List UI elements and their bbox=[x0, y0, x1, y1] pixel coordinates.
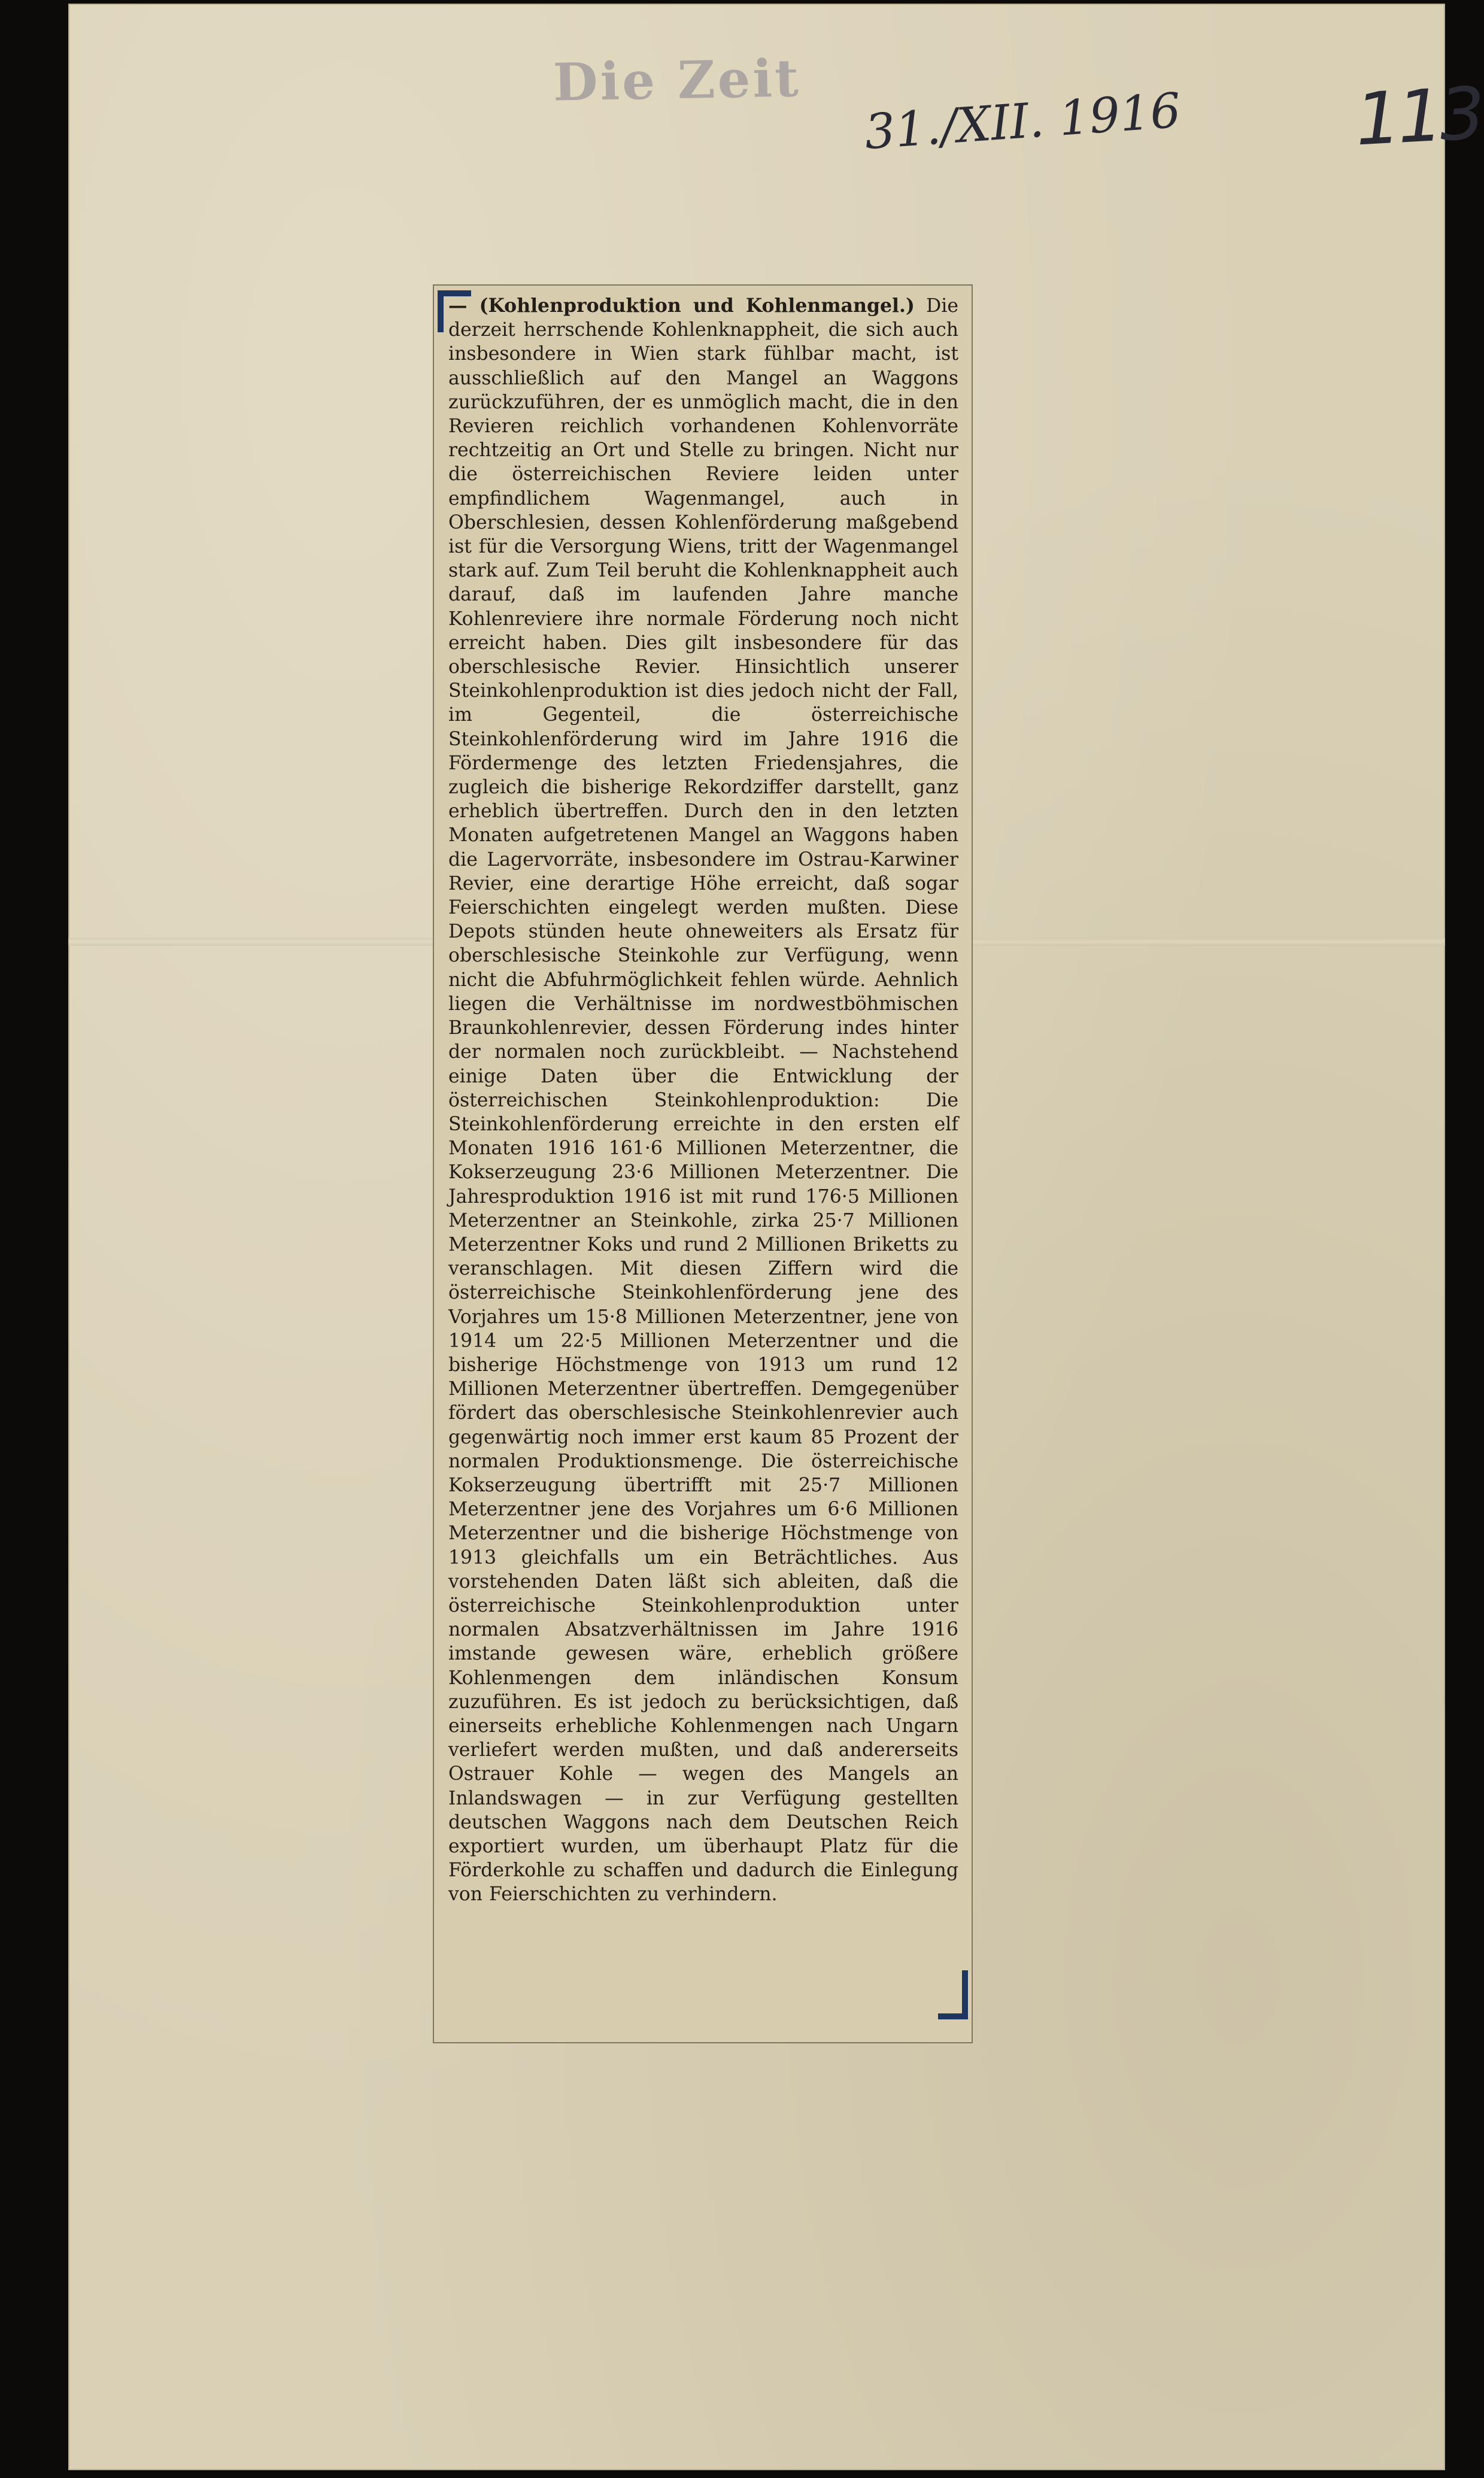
article-heading: — (Kohlenproduktion und Kohlenmangel.) bbox=[448, 295, 915, 317]
handwritten-page-number: 113 bbox=[1353, 72, 1484, 162]
newspaper-clipping bbox=[433, 284, 973, 2043]
blue-pencil-bracket-top bbox=[438, 290, 471, 332]
article-body: Die derzeit herrschende Kohlenknappheit, die sich auch insbesondere in Wien stark fühlbar macht, ist ausschließlich auf den Mangel an Waggons zurückzuführen, der es unmöglich macht, die in den Revieren reichlich vorhandenen Kohlenvorräte rechtzeitig an Ort und Stelle zu bringen. Nicht nur die österreichischen Reviere leiden unter empfindlichem Wagenmangel, auch in Oberschlesien, dessen Kohlenförderung maßgebend ist für die Versorgung Wiens, tritt der Wagenmangel stark auf. Zum Teil beruht die Kohlenknappheit auch darauf, daß im laufenden Jahre manche Kohlenreviere ihre normale Förderung noch nicht erreicht haben. Dies gilt insbesondere für das oberschlesische Revier. Hinsichtlich unserer Steinkohlenproduktion ist dies jedoch nicht der Fall, im Gegenteil, die österreichische Steinkohlenförderung wird im Jahre 1916 die Fördermenge des letzten Friedensjahres, die zugleich die bisherige Rekordziffer darstellt, ganz erheblich übertreffen. Durch den in den letzten Monaten aufgetretenen Mangel an Waggons haben die Lagervorräte, insbesondere im Ostrau-Karwiner Revier, eine derartige Höhe erreicht, daß sogar Feierschichten eingelegt werden mußten. Diese Depots stünden heute ohneweiters als Ersatz für oberschlesische Steinkohle zur Verfügung, wenn nicht die Abfuhrmöglichkeit fehlen würde. Aehnlich liegen die Verhältnisse im nordwestböhmischen Braunkohlenrevier, dessen Förderung indes hinter der normalen noch zurückbleibt. — Nachstehend einige Daten über die Entwicklung der österreichischen Steinkohlenproduktion: Die Steinkohlenförderung erreichte in den ersten elf Monaten 1916 161·6 Millionen Meterzentner, die Kokserzeugung 23·6 Millionen Meterzentner. Die Jahresproduktion 1916 ist mit rund 176·5 Millionen Meterzentner an Steinkohle, zirka 25·7 Millionen Meterzentner Koks und rund 2 Millionen Briketts zu veranschlagen. Mit diesen Ziffern wird die österreichische Steinkohlenförderung jene des Vorjahres um 15·8 Millionen Meterzentner, jene von 1914 um 22·5 Millionen Meterzentner und die bisherige Höchstmenge von 1913 um rund 12 Millionen Meterzentner übertreffen. Demgegenüber fördert das oberschlesische Steinkohlenrevier auch gegenwärtig noch immer erst kaum 85 Prozent der normalen Produktionsmenge. Die österreichische Kokserzeugung übertrifft mit 25·7 Millionen Meterzentner jene des Vorjahres um 6·6 Millionen Meterzentner und die bisherige Höchstmenge von 1913 gleichfalls um ein Beträchtliches. Aus vorstehenden Daten läßt sich ableiten, daß die österreichische Steinkohlenproduktion unter normalen Absatzverhältnissen im Jahre 1916 imstande gewesen wäre, erheblich größere Kohlenmengen dem inländischen Konsum zuzuführen. Es ist jedoch zu berücksichtigen, daß einerseits erhebliche Kohlenmengen nach Ungarn verliefert werden mußten, und daß andererseits Ostrauer Kohle — wegen des Mangels an Inlandswagen — in zur Verfügung gestellten deutschen Waggons nach dem Deutschen Reich exportiert wurden, um überhaupt Platz für die Förderkohle zu schaffen und dadurch die Einlegung von Feierschichten zu verhindern. bbox=[448, 295, 958, 1906]
newspaper-stamp: Die Zeit bbox=[553, 48, 802, 113]
blue-pencil-bracket-bottom bbox=[938, 1970, 968, 2019]
article-text bbox=[448, 294, 958, 1907]
handwritten-date: 31./XII. 1916 bbox=[863, 82, 1183, 160]
